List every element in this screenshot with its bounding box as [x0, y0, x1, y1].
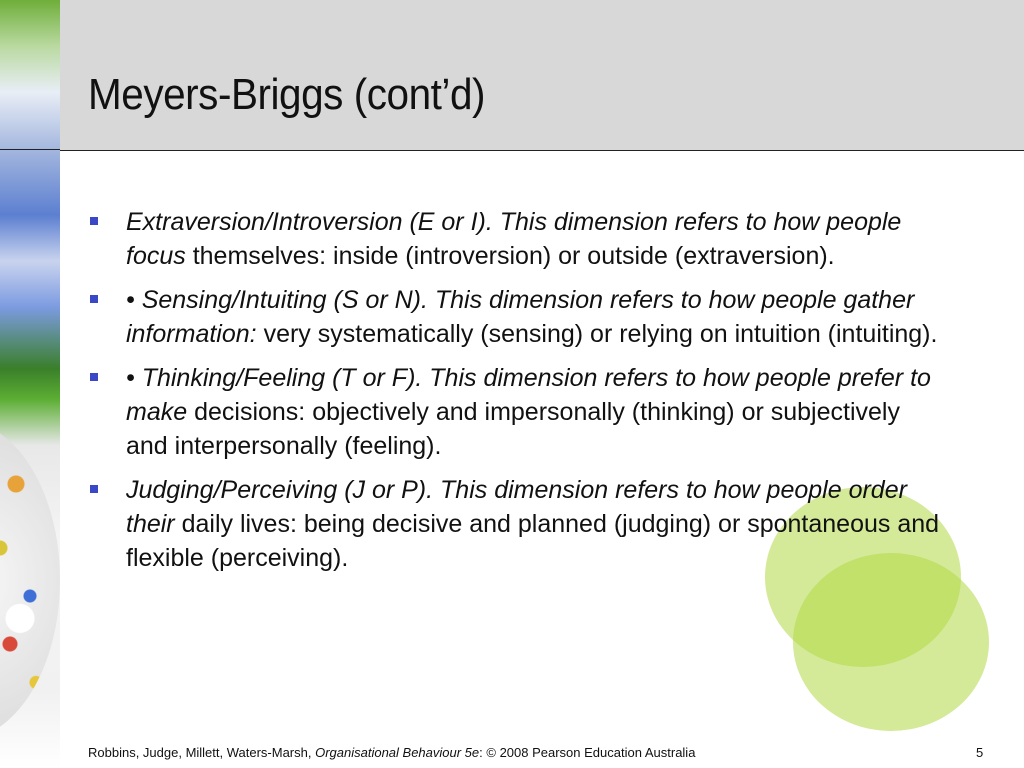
bullet-italic-text: Extraversion/Introversion (E or I). This dimension refers to how people focus — [126, 208, 902, 270]
slide-title: Meyers-Briggs (cont’d) — [88, 70, 486, 119]
bullet-item — [88, 473, 948, 575]
marble-image — [0, 420, 60, 740]
bullet-italic-text: Judging/Perceiving (J or P). This dimension refers to how people order their — [126, 476, 907, 538]
bullet-text: themselves: inside (introversion) or outside (extraversion). — [185, 242, 835, 270]
square-bullet-icon — [90, 217, 98, 225]
square-bullet-icon — [90, 295, 98, 303]
bullet-italic-text: • Sensing/Intuiting (S or N). This dimension refers to how people gather information: — [126, 286, 915, 348]
footer-citation — [88, 745, 695, 760]
footer-book-title: Organisational Behaviour 5e — [315, 745, 480, 760]
square-bullet-icon — [90, 485, 98, 493]
bullet-list — [88, 205, 948, 585]
bullet-item — [88, 283, 948, 351]
bullet-text: decisions: objectively and impersonally (thinking) or subjectively and interpersonally (feeling). — [126, 398, 900, 460]
bullet-item — [88, 361, 948, 463]
side-decoration-image — [0, 0, 60, 768]
footer-publisher: : © 2008 Pearson Education Australia — [479, 745, 696, 760]
bullet-text: very systematically (sensing) or relying on intuition (intuiting). — [256, 320, 938, 348]
bullet-italic-text: • Thinking/Feeling (T or F). This dimension refers to how people prefer to make — [126, 364, 931, 426]
page-number: 5 — [976, 745, 984, 760]
footer-authors: Robbins, Judge, Millett, Waters-Marsh, — [88, 745, 316, 760]
bullet-item — [88, 205, 948, 273]
bullet-text: daily lives: being decisive and planned (judging) or spontaneous and flexible (perceiving). — [126, 510, 940, 572]
square-bullet-icon — [90, 373, 98, 381]
